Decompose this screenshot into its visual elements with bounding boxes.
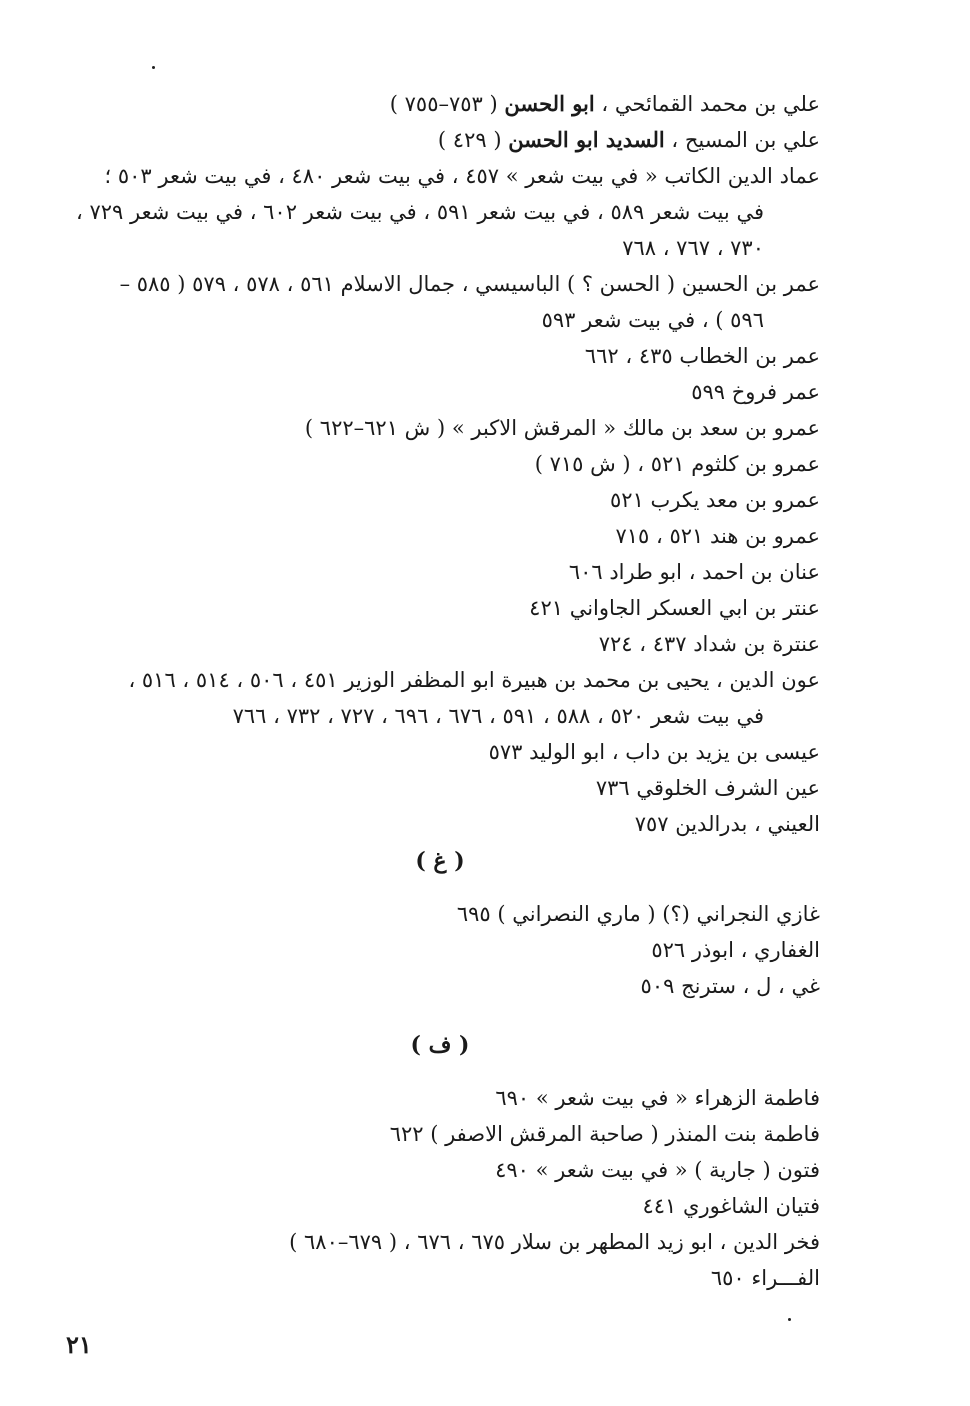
index-entry: عنتر بن ابي العسكر الجاواني ٤٢١ bbox=[529, 596, 820, 620]
index-entry: عمرو بن معد يكرب ٥٢١ bbox=[610, 488, 820, 512]
page-number: ٢١ bbox=[66, 1330, 92, 1359]
index-entry: فتيان الشاغوري ٤٤١ bbox=[642, 1194, 820, 1218]
index-entry: عمرو بن هند ٥٢١ ، ٧١٥ bbox=[615, 524, 820, 548]
entry-continuation: في بيت شعر ٥٨٩ ، في بيت شعر ٥٩١ ، في بيت شعر ٦٠٢ ، في بيت شعر ٧٢٩ ، ٧٣٠ ، ٧٦٧ ، ٧٦٨ bbox=[76, 200, 764, 260]
index-entry: الفـــراء ٦٥٠ bbox=[710, 1266, 820, 1290]
index-entry: عمرو بن كلثوم ٥٢١ ، ( ش ٧١٥ ) bbox=[534, 452, 820, 476]
index-entry: فخر الدين ، ابو زيد المطهر بن سلار ٦٧٥ ، ٦٧٦ ، ( ٦٧٩–٦٨٠ ) bbox=[289, 1230, 820, 1254]
index-section-fa bbox=[50, 1080, 820, 1296]
index-entry: عنترة بن شداد ٤٣٧ ، ٧٢٤ bbox=[598, 632, 820, 656]
index-entry: عيسى بن يزيد بن داب ، ابو الوليد ٥٧٣ bbox=[488, 740, 820, 764]
entry-kunya: السديد ابو الحسن bbox=[508, 127, 665, 152]
entry-continuation: في بيت شعر ٥٢٠ ، ٥٨٨ ، ٥٩١ ، ٦٧٦ ، ٦٩٦ ، ٧٢٧ ، ٧٣٢ ، ٧٦٦ bbox=[232, 704, 764, 728]
index-entry: عمر بن الخطاب ٤٣٥ ، ٦٦٢ bbox=[584, 344, 820, 368]
index-entry: علي بن محمد القمائحي ، ابو الحسن ( ٧٥٣–٧٥٥ ) bbox=[389, 91, 820, 116]
index-entry: عمرو بن سعد بن مالك « المرقش الاكبر » ( ش ٦٢١–٦٢٢ ) bbox=[304, 416, 820, 440]
index-entry: عمر بن الحسين ( الحسن ؟ ) الباسيسي ، جمال الاسلام ٥٦١ ، ٥٧٨ ، ٥٧٩ ( ٥٨٥ – ٥٩٦ ) ، في بيت شعر ٥٩٣ bbox=[50, 266, 820, 338]
index-entry: غي ، ل ، سترنج ٥٠٩ bbox=[640, 974, 820, 998]
index-entry: فتون ( جارية ) « في بيت شعر » ٤٩٠ bbox=[495, 1158, 820, 1182]
index-entry: عون الدين ، يحيى بن محمد بن هبيرة ابو المظفر الوزير ٤٥١ ، ٥٠٦ ، ٥١٤ ، ٥١٦ ، في بيت شعر ٥٢٠ ، ٥٨٨ ، ٥٩١ ، ٦٧٦ ، ٦٩٦ ، ٧٢٧ ، ٧٣٢ ، ٧٦٦ bbox=[50, 662, 820, 734]
index-entry: غازي النجراني (؟) ( ماري النصراني ) ٦٩٥ bbox=[456, 902, 820, 926]
letter-heading-ghain: ( غ ) bbox=[415, 848, 465, 874]
index-entry: فاطمة بنت المنذر ( صاحبة المرقش الاصفر ) ٦٢٢ bbox=[389, 1122, 820, 1146]
index-entry: عنان بن احمد ، ابو طراد ٦٠٦ bbox=[568, 560, 820, 584]
index-entry: عماد الدين الكاتب « في بيت شعر » ٤٥٧ ، في بيت شعر ٤٨٠ ، في بيت شعر ٥٠٣ ؛ في بيت شعر ٥٨٩ ، في بيت شعر ٥٩١ ، في بيت شعر ٦٠٢ ، في بيت شعر ٧٢٩ ، ٧٣٠ ، ٧٦٧ ، ٧٦٨ bbox=[50, 158, 820, 266]
entry-kunya: ابو الحسن bbox=[504, 91, 595, 116]
index-entry: علي بن المسيح ، السديد ابو الحسن ( ٤٢٩ ) bbox=[437, 127, 820, 152]
print-speck bbox=[152, 66, 155, 69]
entry-continuation: ٥٩٦ ) ، في بيت شعر ٥٩٣ bbox=[541, 308, 764, 332]
index-entry: فاطمة الزهراء « في بيت شعر » ٦٩٠ bbox=[495, 1086, 820, 1110]
index-entry: عمر فروخ ٥٩٩ bbox=[691, 380, 820, 404]
print-speck bbox=[788, 1318, 791, 1321]
index-entry: عين الشرف الخلوقي ٧٣٦ bbox=[595, 776, 820, 800]
letter-heading-fa: ( ف ) bbox=[410, 1032, 470, 1058]
index-entry: الغفاري ، ابوذر ٥٢٦ bbox=[651, 938, 820, 962]
index-section-ain bbox=[50, 86, 820, 842]
index-section-ghain bbox=[50, 896, 820, 1004]
index-entry: العيني ، بدرالدين ٧٥٧ bbox=[634, 812, 820, 836]
